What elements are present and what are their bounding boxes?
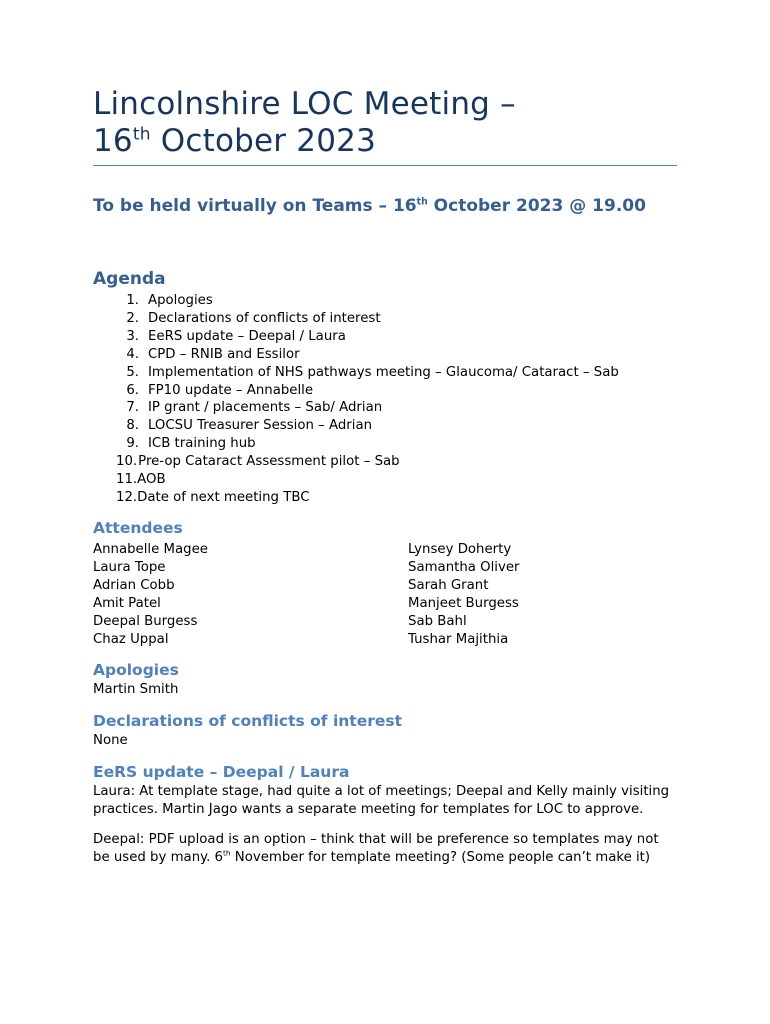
agenda-number: 5.: [126, 364, 139, 380]
agenda-text: CPD – RNIB and Essilor: [148, 346, 300, 362]
agenda-text: Declarations of conflicts of interest: [148, 310, 381, 326]
agenda-number: 7.: [126, 400, 139, 416]
agenda-item: [93, 489, 619, 507]
attendee: Deepal Burgess: [93, 613, 198, 629]
eers-paragraph-laura: Laura: At template stage, had quite a lot of meetings; Deepal and Kelly mainly visiting practices. Martin Jago wants a separate meeting for templates for LOC to approve.: [93, 784, 670, 817]
agenda-text: Apologies: [148, 293, 213, 308]
agenda-text: IP grant / placements – Sab/ Adrian: [148, 400, 383, 416]
agenda-item: [93, 310, 619, 328]
title-month-year: October 2023: [150, 123, 376, 159]
agenda-item: [93, 399, 619, 417]
agenda-item: [93, 328, 619, 346]
agenda-list: [93, 292, 619, 507]
attendee: Lynsey Doherty: [408, 542, 512, 557]
eers-paragraph-suffix: th: [223, 848, 231, 858]
attendee: Sab Bahl: [408, 613, 467, 629]
agenda-text: EeRS update – Deepal / Laura: [148, 328, 346, 344]
eers-paragraph-end: November for template meeting? (Some people can’t make it): [230, 850, 651, 865]
attendee: Chaz Uppal: [93, 631, 169, 647]
eers-paragraph-deepal: [93, 831, 678, 867]
document-title: [93, 86, 516, 160]
agenda-item: [93, 364, 619, 382]
eers-paragraph-start: Deepal: PDF upload is an option – think that will be preference so templates may not be used by many. 6: [93, 832, 659, 865]
attendee: Adrian Cobb: [93, 577, 175, 593]
title-line-1: Lincolnshire LOC Meeting –: [93, 86, 516, 122]
eers-notes: [93, 783, 678, 867]
title-day: 16: [93, 123, 133, 159]
title-day-suffix: th: [132, 124, 151, 145]
agenda-number: 4.: [126, 346, 139, 362]
title-line-2: [93, 123, 516, 160]
agenda-text: Pre-op Cataract Assessment pilot – Sab: [138, 454, 400, 470]
subtitle-end: October 2023 @ 19.00: [427, 196, 646, 216]
agenda-text: LOCSU Treasurer Session – Adrian: [148, 418, 373, 434]
attendee: Samantha Oliver: [408, 559, 520, 575]
eers-heading: EeRS update – Deepal / Laura: [93, 763, 350, 781]
attendees-right-column: [408, 541, 520, 648]
attendee: Annabelle Magee: [93, 542, 208, 557]
agenda-item: [93, 417, 619, 435]
agenda-item: [93, 471, 619, 489]
declarations-heading: Declarations of conflicts of interest: [93, 712, 403, 730]
agenda-item: [93, 453, 619, 471]
attendees-left-column: [93, 541, 208, 648]
attendees-heading: Attendees: [93, 519, 183, 537]
agenda-number: 11.: [116, 472, 138, 488]
declarations-text: None: [93, 733, 128, 748]
agenda-number: 12.: [116, 489, 138, 505]
attendee: Sarah Grant: [408, 577, 489, 593]
agenda-text: FP10 update – Annabelle: [148, 382, 314, 398]
agenda-number: 3.: [126, 328, 139, 344]
agenda-text: ICB training hub: [148, 436, 256, 452]
attendee: Laura Tope: [93, 559, 166, 575]
agenda-item: [93, 382, 619, 400]
agenda-heading: Agenda: [93, 269, 166, 289]
attendee: Tushar Majithia: [408, 631, 509, 647]
agenda-number: 6.: [126, 382, 139, 398]
agenda-text: Date of next meeting TBC: [137, 489, 310, 505]
agenda-number: 8.: [126, 418, 139, 434]
meeting-subtitle: [93, 195, 653, 218]
agenda-number: 1.: [126, 293, 139, 308]
apologies-heading: Apologies: [93, 661, 179, 679]
apologies-text: Martin Smith: [93, 682, 179, 697]
agenda-item: [93, 346, 619, 364]
agenda-item: [93, 292, 619, 310]
attendee: Manjeet Burgess: [408, 595, 519, 611]
agenda-number: 10.: [116, 454, 138, 470]
agenda-item: [93, 435, 619, 453]
agenda-text: Implementation of NHS pathways meeting – Glaucoma/ Cataract – Sab: [148, 364, 619, 380]
agenda-number: 2.: [126, 310, 139, 326]
agenda-text: AOB: [137, 472, 166, 488]
attendee: Amit Patel: [93, 595, 161, 611]
subtitle-suffix: th: [416, 196, 428, 208]
title-underline: [93, 165, 677, 166]
subtitle-start: To be held virtually on Teams – 16: [93, 196, 417, 216]
agenda-number: 9.: [126, 436, 139, 452]
